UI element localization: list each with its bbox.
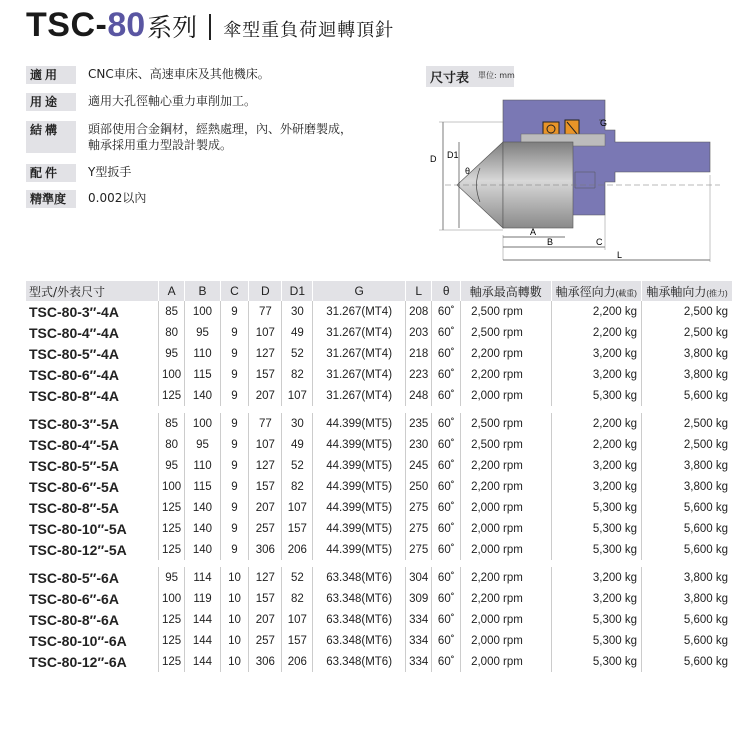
- cell-B: 140: [185, 539, 220, 560]
- cell-radial: 5,300 kg: [551, 385, 641, 406]
- cell-radial: 5,300 kg: [551, 539, 641, 560]
- cell-model: TSC-80-6″-6A: [26, 588, 158, 609]
- cell-axial: 3,800 kg: [683, 571, 728, 584]
- cell-rpm: 2,500 rpm: [461, 301, 551, 322]
- cell-G: 63.348(MT6): [313, 609, 406, 630]
- cell-L: 248: [405, 385, 431, 406]
- cell-radial: 2,200 kg: [551, 301, 641, 322]
- cell-radial: 2,200 kg: [551, 322, 641, 343]
- label-D: D: [430, 154, 437, 164]
- cell-G: 31.267(MT4): [313, 343, 406, 364]
- cell-model: TSC-80-8″-6A: [26, 609, 158, 630]
- cell-L: 275: [405, 518, 431, 539]
- cell-theta: 60˚: [432, 588, 461, 609]
- spec-row-usage: [26, 93, 256, 111]
- cell-D1: 52: [282, 455, 313, 476]
- table-row: [26, 651, 732, 672]
- spec-value: 0.002以內: [88, 191, 147, 205]
- cell-D: 306: [249, 539, 282, 560]
- cell-D: 157: [249, 364, 282, 385]
- table-row: [26, 518, 732, 539]
- th-G: G: [313, 281, 406, 301]
- cell-axial: 5,600 kg: [683, 634, 728, 647]
- cell-D1: 157: [282, 518, 313, 539]
- cell-C: 10: [220, 567, 249, 588]
- cell-C: 9: [220, 322, 249, 343]
- cell-A: 85: [158, 301, 184, 322]
- cell-L: 208: [405, 301, 431, 322]
- cell-G: 63.348(MT6): [313, 651, 406, 672]
- cell-D: 157: [249, 476, 282, 497]
- cell-D1: 107: [282, 497, 313, 518]
- cell-L: 218: [405, 343, 431, 364]
- spec-label: 用途: [26, 93, 76, 111]
- cell-theta: 60˚: [432, 567, 461, 588]
- cell-theta: 60˚: [432, 364, 461, 385]
- cell-theta: 60˚: [432, 322, 461, 343]
- cell-C: 9: [220, 539, 249, 560]
- cell-D1: 206: [282, 539, 313, 560]
- cell-axial: 2,500 kg: [683, 417, 728, 430]
- cell-axial: 3,800 kg: [683, 368, 728, 381]
- cell-A: 125: [158, 518, 184, 539]
- cell-D: 207: [249, 497, 282, 518]
- cell-B: 110: [185, 343, 220, 364]
- spec-label: 配件: [26, 164, 76, 182]
- cell-L: 250: [405, 476, 431, 497]
- th-A: A: [158, 281, 184, 301]
- label-B: B: [547, 237, 554, 247]
- cell-B: 140: [185, 497, 220, 518]
- cell-A: 80: [158, 322, 184, 343]
- cell-theta: 60˚: [432, 651, 461, 672]
- cell-rpm: 2,500 rpm: [461, 322, 551, 343]
- cell-D: 127: [249, 343, 282, 364]
- cell-C: 9: [220, 413, 249, 434]
- cell-radial: 3,200 kg: [551, 567, 641, 588]
- cell-A: 100: [158, 476, 184, 497]
- spec-row-structure: [26, 121, 352, 153]
- dimension-unit: 單位: mm: [478, 71, 515, 80]
- cell-D: 257: [249, 518, 282, 539]
- cell-axial: 3,800 kg: [683, 592, 728, 605]
- cell-G: 44.399(MT5): [313, 518, 406, 539]
- cell-axial: 5,600 kg: [683, 522, 728, 535]
- cell-G: 31.267(MT4): [313, 301, 406, 322]
- table-body: [26, 301, 732, 672]
- cell-A: 100: [158, 588, 184, 609]
- cell-D: 127: [249, 567, 282, 588]
- cell-rpm: 2,000 rpm: [461, 497, 551, 518]
- spacer-cell: [26, 560, 732, 567]
- th-theta: θ: [432, 281, 461, 301]
- cell-D: 127: [249, 455, 282, 476]
- cell-radial: 5,300 kg: [551, 497, 641, 518]
- cell-G: 63.348(MT6): [313, 567, 406, 588]
- cell-radial: 3,200 kg: [551, 588, 641, 609]
- cell-model: TSC-80-6″-4A: [26, 364, 158, 385]
- cell-model: TSC-80-8″-5A: [26, 497, 158, 518]
- cell-C: 10: [220, 609, 249, 630]
- spec-row-apply: [26, 66, 270, 84]
- cell-C: 9: [220, 455, 249, 476]
- cell-A: 125: [158, 539, 184, 560]
- th-radial: [551, 281, 641, 301]
- table-row: [26, 343, 732, 364]
- cell-A: 125: [158, 385, 184, 406]
- cell-L: 245: [405, 455, 431, 476]
- cell-D: 207: [249, 609, 282, 630]
- cell-axial: 5,600 kg: [683, 501, 728, 514]
- spec-value: Y型扳手: [88, 165, 132, 179]
- cell-rpm: 2,000 rpm: [461, 630, 551, 651]
- cell-radial: 5,300 kg: [551, 630, 641, 651]
- cell-B: 100: [185, 413, 220, 434]
- cell-radial: 5,300 kg: [551, 518, 641, 539]
- cell-model: TSC-80-5″-4A: [26, 343, 158, 364]
- cell-D1: 107: [282, 385, 313, 406]
- cell-B: 110: [185, 455, 220, 476]
- cell-D: 157: [249, 588, 282, 609]
- cell-model: TSC-80-3″-5A: [26, 413, 158, 434]
- cell-axial: 3,800 kg: [683, 347, 728, 360]
- cell-rpm: 2,500 rpm: [461, 413, 551, 434]
- spacer-cell: [26, 406, 732, 413]
- cell-D: 107: [249, 434, 282, 455]
- page-title: [26, 6, 394, 54]
- th-D: D: [249, 281, 282, 301]
- cell-D1: 30: [282, 301, 313, 322]
- cell-G: 63.348(MT6): [313, 630, 406, 651]
- cell-radial: 5,300 kg: [551, 609, 641, 630]
- cell-G: 44.399(MT5): [313, 434, 406, 455]
- cell-C: 9: [220, 364, 249, 385]
- group-spacer: [26, 406, 732, 413]
- cell-theta: 60˚: [432, 385, 461, 406]
- cell-rpm: 2,000 rpm: [461, 651, 551, 672]
- cell-model: TSC-80-12″-5A: [26, 539, 158, 560]
- label-D1: D1: [447, 150, 459, 160]
- cell-axial: 3,800 kg: [683, 480, 728, 493]
- cell-L: 309: [405, 588, 431, 609]
- cell-rpm: 2,200 rpm: [461, 343, 551, 364]
- cell-D1: 49: [282, 322, 313, 343]
- cell-C: 9: [220, 385, 249, 406]
- th-radial-label: 軸承徑向力: [555, 284, 616, 299]
- cell-model: TSC-80-5″-5A: [26, 455, 158, 476]
- cell-axial: 3,800 kg: [683, 459, 728, 472]
- cell-radial: 2,200 kg: [551, 434, 641, 455]
- cell-L: 275: [405, 539, 431, 560]
- table-row: [26, 322, 732, 343]
- title-number: 80: [107, 6, 146, 44]
- cell-D1: 107: [282, 609, 313, 630]
- cell-D1: 30: [282, 413, 313, 434]
- cell-L: 334: [405, 630, 431, 651]
- cell-D: 77: [249, 413, 282, 434]
- cell-A: 125: [158, 651, 184, 672]
- th-axial: [641, 281, 732, 301]
- th-axial-label: 軸承軸向力: [646, 284, 707, 299]
- technical-drawing: [425, 90, 725, 270]
- cell-D1: 52: [282, 343, 313, 364]
- cell-model: TSC-80-5″-6A: [26, 567, 158, 588]
- cell-radial: 3,200 kg: [551, 476, 641, 497]
- table-row: [26, 385, 732, 406]
- cell-axial: 5,600 kg: [683, 543, 728, 556]
- cell-radial: 3,200 kg: [551, 364, 641, 385]
- th-C: C: [220, 281, 249, 301]
- cell-A: 125: [158, 497, 184, 518]
- cell-radial: 5,300 kg: [551, 651, 641, 672]
- cell-A: 125: [158, 609, 184, 630]
- cell-L: 230: [405, 434, 431, 455]
- cell-D1: 206: [282, 651, 313, 672]
- cell-A: 95: [158, 343, 184, 364]
- cell-G: 44.399(MT5): [313, 455, 406, 476]
- cell-C: 9: [220, 476, 249, 497]
- cell-G: 31.267(MT4): [313, 364, 406, 385]
- cell-D1: 82: [282, 364, 313, 385]
- cell-model: TSC-80-10″-5A: [26, 518, 158, 539]
- cell-C: 10: [220, 651, 249, 672]
- cell-B: 144: [185, 630, 220, 651]
- cell-rpm: 2,200 rpm: [461, 364, 551, 385]
- cell-G: 44.399(MT5): [313, 413, 406, 434]
- cell-D: 257: [249, 630, 282, 651]
- cell-L: 203: [405, 322, 431, 343]
- spec-value: 頭部使用合金鋼材，經熱處理，內、外研磨製成， 軸承採用重力型設計製成。: [88, 122, 353, 152]
- cell-rpm: 2,200 rpm: [461, 455, 551, 476]
- cell-axial: 5,600 kg: [683, 389, 728, 402]
- cell-L: 223: [405, 364, 431, 385]
- title-model: TSC-: [26, 6, 108, 44]
- cell-theta: 60˚: [432, 413, 461, 434]
- cell-D1: 82: [282, 588, 313, 609]
- spec-label: 適用: [26, 66, 76, 84]
- cell-B: 114: [185, 567, 220, 588]
- cell-B: 140: [185, 518, 220, 539]
- label-A: A: [530, 227, 537, 237]
- cell-theta: 60˚: [432, 539, 461, 560]
- table-row: [26, 609, 732, 630]
- cell-theta: 60˚: [432, 301, 461, 322]
- cell-B: 95: [185, 434, 220, 455]
- cell-radial: 3,200 kg: [551, 455, 641, 476]
- cell-theta: 60˚: [432, 343, 461, 364]
- spec-row-accessory: [26, 164, 131, 182]
- cell-theta: 60˚: [432, 455, 461, 476]
- table-row: [26, 364, 732, 385]
- cell-D: 207: [249, 385, 282, 406]
- cell-C: 9: [220, 497, 249, 518]
- cell-B: 100: [185, 301, 220, 322]
- spec-table: [26, 281, 732, 672]
- cell-theta: 60˚: [432, 630, 461, 651]
- cell-rpm: 2,500 rpm: [461, 434, 551, 455]
- table-row: [26, 539, 732, 560]
- table-row: [26, 588, 732, 609]
- cell-theta: 60˚: [432, 434, 461, 455]
- cell-B: 119: [185, 588, 220, 609]
- table-row: [26, 630, 732, 651]
- cell-A: 125: [158, 630, 184, 651]
- cell-model: TSC-80-10″-6A: [26, 630, 158, 651]
- cell-G: 31.267(MT4): [313, 385, 406, 406]
- table-row: [26, 301, 732, 322]
- cell-theta: 60˚: [432, 609, 461, 630]
- spec-row-precision: [26, 190, 146, 208]
- dimension-title: 尺寸表: [426, 66, 514, 87]
- cell-radial: 2,200 kg: [551, 413, 641, 434]
- cell-rpm: 2,200 rpm: [461, 588, 551, 609]
- cell-theta: 60˚: [432, 476, 461, 497]
- table-row: [26, 455, 732, 476]
- cell-B: 144: [185, 609, 220, 630]
- cell-model: TSC-80-3″-4A: [26, 301, 158, 322]
- spec-value: CNC車床、高速車床及其他機床。: [88, 67, 270, 81]
- cell-D1: 49: [282, 434, 313, 455]
- cell-rpm: 2,000 rpm: [461, 385, 551, 406]
- cell-A: 95: [158, 455, 184, 476]
- cell-theta: 60˚: [432, 497, 461, 518]
- cell-G: 31.267(MT4): [313, 322, 406, 343]
- table-row: [26, 476, 732, 497]
- title-divider: [209, 14, 211, 40]
- cell-model: TSC-80-4″-4A: [26, 322, 158, 343]
- cell-radial: 3,200 kg: [551, 343, 641, 364]
- cell-rpm: 2,200 rpm: [461, 567, 551, 588]
- cell-axial: 5,600 kg: [683, 613, 728, 626]
- cell-C: 9: [220, 343, 249, 364]
- cell-rpm: 2,000 rpm: [461, 518, 551, 539]
- cell-B: 95: [185, 322, 220, 343]
- cell-C: 10: [220, 630, 249, 651]
- cell-C: 9: [220, 301, 249, 322]
- cell-axial: 2,500 kg: [683, 326, 728, 339]
- cell-D: 306: [249, 651, 282, 672]
- th-B: B: [185, 281, 220, 301]
- cell-rpm: 2,000 rpm: [461, 539, 551, 560]
- label-C: C: [596, 237, 603, 247]
- title-series: 系列: [147, 13, 198, 42]
- cell-B: 144: [185, 651, 220, 672]
- cell-model: TSC-80-12″-6A: [26, 651, 158, 672]
- th-D1: D1: [282, 281, 313, 301]
- cell-G: 44.399(MT5): [313, 539, 406, 560]
- th-axial-note: (推力): [706, 288, 728, 298]
- cell-G: 44.399(MT5): [313, 497, 406, 518]
- cell-rpm: 2,000 rpm: [461, 609, 551, 630]
- cell-A: 95: [158, 567, 184, 588]
- title-subtitle: 傘型重負荷迴轉頂針: [223, 20, 395, 41]
- cell-C: 9: [220, 518, 249, 539]
- cell-L: 235: [405, 413, 431, 434]
- cell-D: 107: [249, 322, 282, 343]
- cell-B: 115: [185, 476, 220, 497]
- label-L: L: [617, 250, 623, 260]
- spec-label: 結構: [26, 121, 76, 153]
- label-theta: θ: [465, 166, 471, 176]
- cell-model: TSC-80-8″-4A: [26, 385, 158, 406]
- th-L: L: [405, 281, 431, 301]
- table-row: [26, 434, 732, 455]
- group-spacer: [26, 560, 732, 567]
- table-row: [26, 413, 732, 434]
- cell-C: 10: [220, 588, 249, 609]
- cell-axial: 2,500 kg: [683, 305, 728, 318]
- cell-B: 115: [185, 364, 220, 385]
- th-model: 型式/外表尺寸: [26, 281, 158, 301]
- cell-G: 44.399(MT5): [313, 476, 406, 497]
- cell-rpm: 2,200 rpm: [461, 476, 551, 497]
- cell-L: 334: [405, 651, 431, 672]
- cell-A: 100: [158, 364, 184, 385]
- cell-D: 77: [249, 301, 282, 322]
- table-header: [26, 281, 732, 301]
- cell-G: 63.348(MT6): [313, 588, 406, 609]
- table-row: [26, 497, 732, 518]
- cell-D1: 52: [282, 567, 313, 588]
- cell-L: 275: [405, 497, 431, 518]
- cell-L: 304: [405, 567, 431, 588]
- spec-value: 適用大孔徑軸心重力車削加工。: [88, 94, 257, 108]
- cell-A: 85: [158, 413, 184, 434]
- cell-D1: 82: [282, 476, 313, 497]
- cell-axial: 2,500 kg: [683, 438, 728, 451]
- th-radial-note: (載重): [615, 288, 637, 298]
- table-row: [26, 567, 732, 588]
- cell-B: 140: [185, 385, 220, 406]
- cell-L: 334: [405, 609, 431, 630]
- cell-C: 9: [220, 434, 249, 455]
- cell-model: TSC-80-6″-5A: [26, 476, 158, 497]
- th-rpm: 軸承最高轉數: [461, 281, 551, 301]
- cell-model: TSC-80-4″-5A: [26, 434, 158, 455]
- cell-axial: 5,600 kg: [683, 655, 728, 668]
- spec-label: 精準度: [26, 190, 76, 208]
- cell-D1: 157: [282, 630, 313, 651]
- label-G: G: [600, 118, 608, 128]
- cell-A: 80: [158, 434, 184, 455]
- cell-theta: 60˚: [432, 518, 461, 539]
